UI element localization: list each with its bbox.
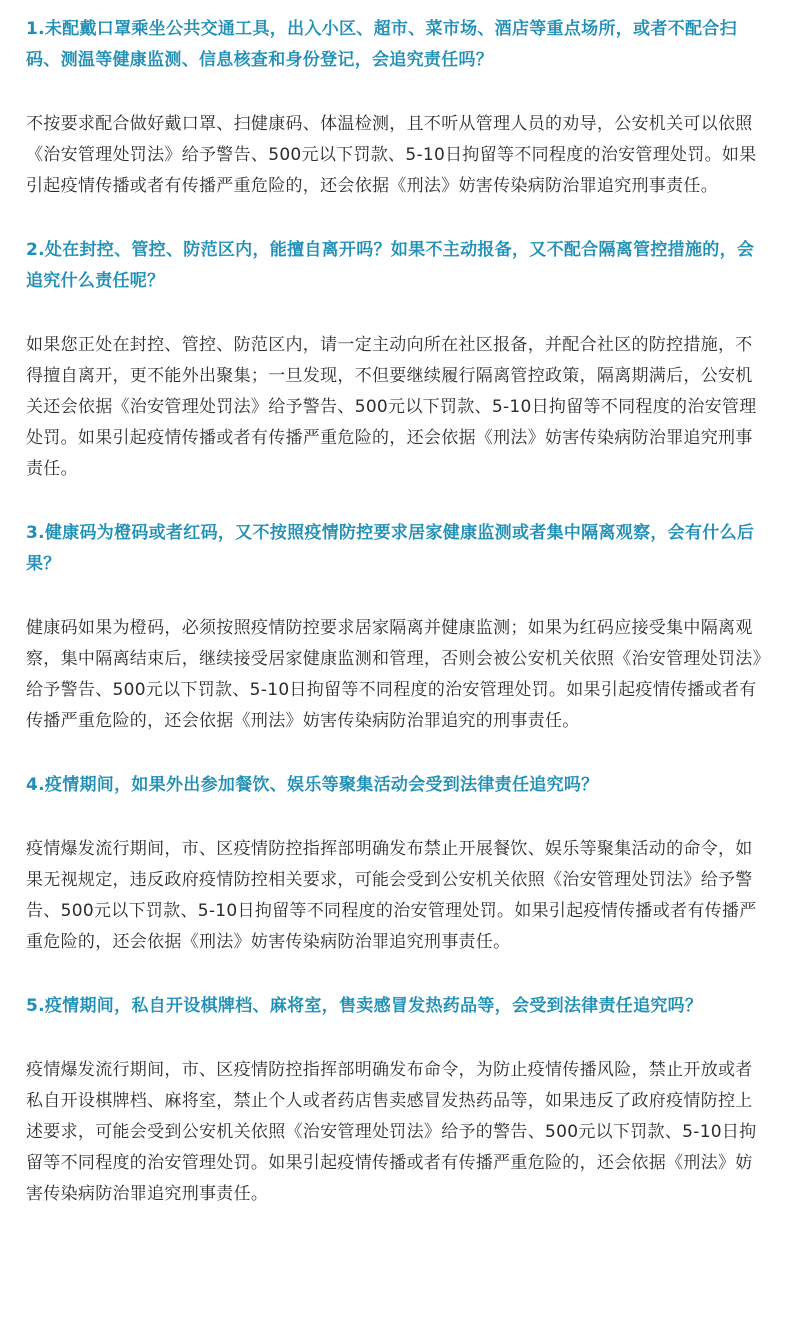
question-2: 2.处在封控、管控、防范区内，能擅自离开吗？如果不主动报备，又不配合隔离管控措施的，会追究什么责任呢？ xyxy=(26,240,755,291)
answer-2: 如果您正处在封控、管控、防范区内，请一定主动向所在社区报备，并配合社区的防控措施，不得擅自离开，更不能外出聚集；一旦发现，不但要继续履行隔离管控政策，隔离期满后，公安机关还会依据《治安管理处罚法》给予警告、500元以下罚款、5-10日拘留等不同程度的治安管理处罚。如果引起疫情传播或者有传播严重危险的，还会依据《刑法》妨害传染病防治罪追究刑事责任。 xyxy=(26,335,757,479)
answer-5: 疫情爆发流行期间，市、区疫情防控指挥部明确发布命令，为防止疫情传播风险，禁止开放或者私自开设棋牌档、麻将室，禁止个人或者药店售卖感冒发热药品等，如果违反了政府疫情防控上述要求，可能会受到公安机关依照《治安管理处罚法》给予的警告、500元以下罚款、5-10日拘留等不同程度的治安管理处罚。如果引起疫情传播或者有传播严重危险的，还会依据《刑法》妨害传染病防治罪追究刑事责任。 xyxy=(26,1060,757,1204)
answer-3: 健康码如果为橙码，必须按照疫情防控要求居家隔离并健康监测；如果为红码应接受集中隔离观察，集中隔离结束后，继续接受居家健康监测和管理，否则会被公安机关依照《治安管理处罚法》给予警告、500元以下罚款、5-10日拘留等不同程度的治安管理处罚。如果引起疫情传播或者有传播严重危险的，还会依据《刑法》妨害传染病防治罪追究的刑事责任。 xyxy=(26,618,762,731)
question-5: 5.疫情期间，私自开设棋牌档、麻将室，售卖感冒发热药品等，会受到法律责任追究吗？ xyxy=(26,996,703,1016)
question-3: 3.健康码为橙码或者红码，又不按照疫情防控要求居家健康监测或者集中隔离观察，会有什么后果？ xyxy=(26,523,755,574)
answer-4: 疫情爆发流行期间，市、区疫情防控指挥部明确发布禁止开展餐饮、娱乐等聚集活动的命令，如果无视规定，违反政府疫情防控相关要求，可能会受到公安机关依照《治安管理处罚法》给予警告、500元以下罚款、5-10日拘留等不同程度的治安管理处罚。如果引起疫情传播或者有传播严重危险的，还会依据《刑法》妨害传染病防治罪追究刑事责任。 xyxy=(26,839,757,952)
question-1: 1.未配戴口罩乘坐公共交通工具，出入小区、超市、菜市场、酒店等重点场所，或者不配合扫码、测温等健康监测、信息核查和身份登记，会追究责任吗？ xyxy=(26,19,737,70)
answer-1: 不按要求配合做好戴口罩、扫健康码、体温检测，且不听从管理人员的劝导，公安机关可以依照《治安管理处罚法》给予警告、500元以下罚款、5-10日拘留等不同程度的治安管理处罚。如果引起疫情传播或者有传播严重危险的，还会依据《刑法》妨害传染病防治罪追究刑事责任。 xyxy=(26,114,757,196)
question-4: 4.疫情期间，如果外出参加餐饮、娱乐等聚集活动会受到法律责任追究吗？ xyxy=(26,775,599,795)
